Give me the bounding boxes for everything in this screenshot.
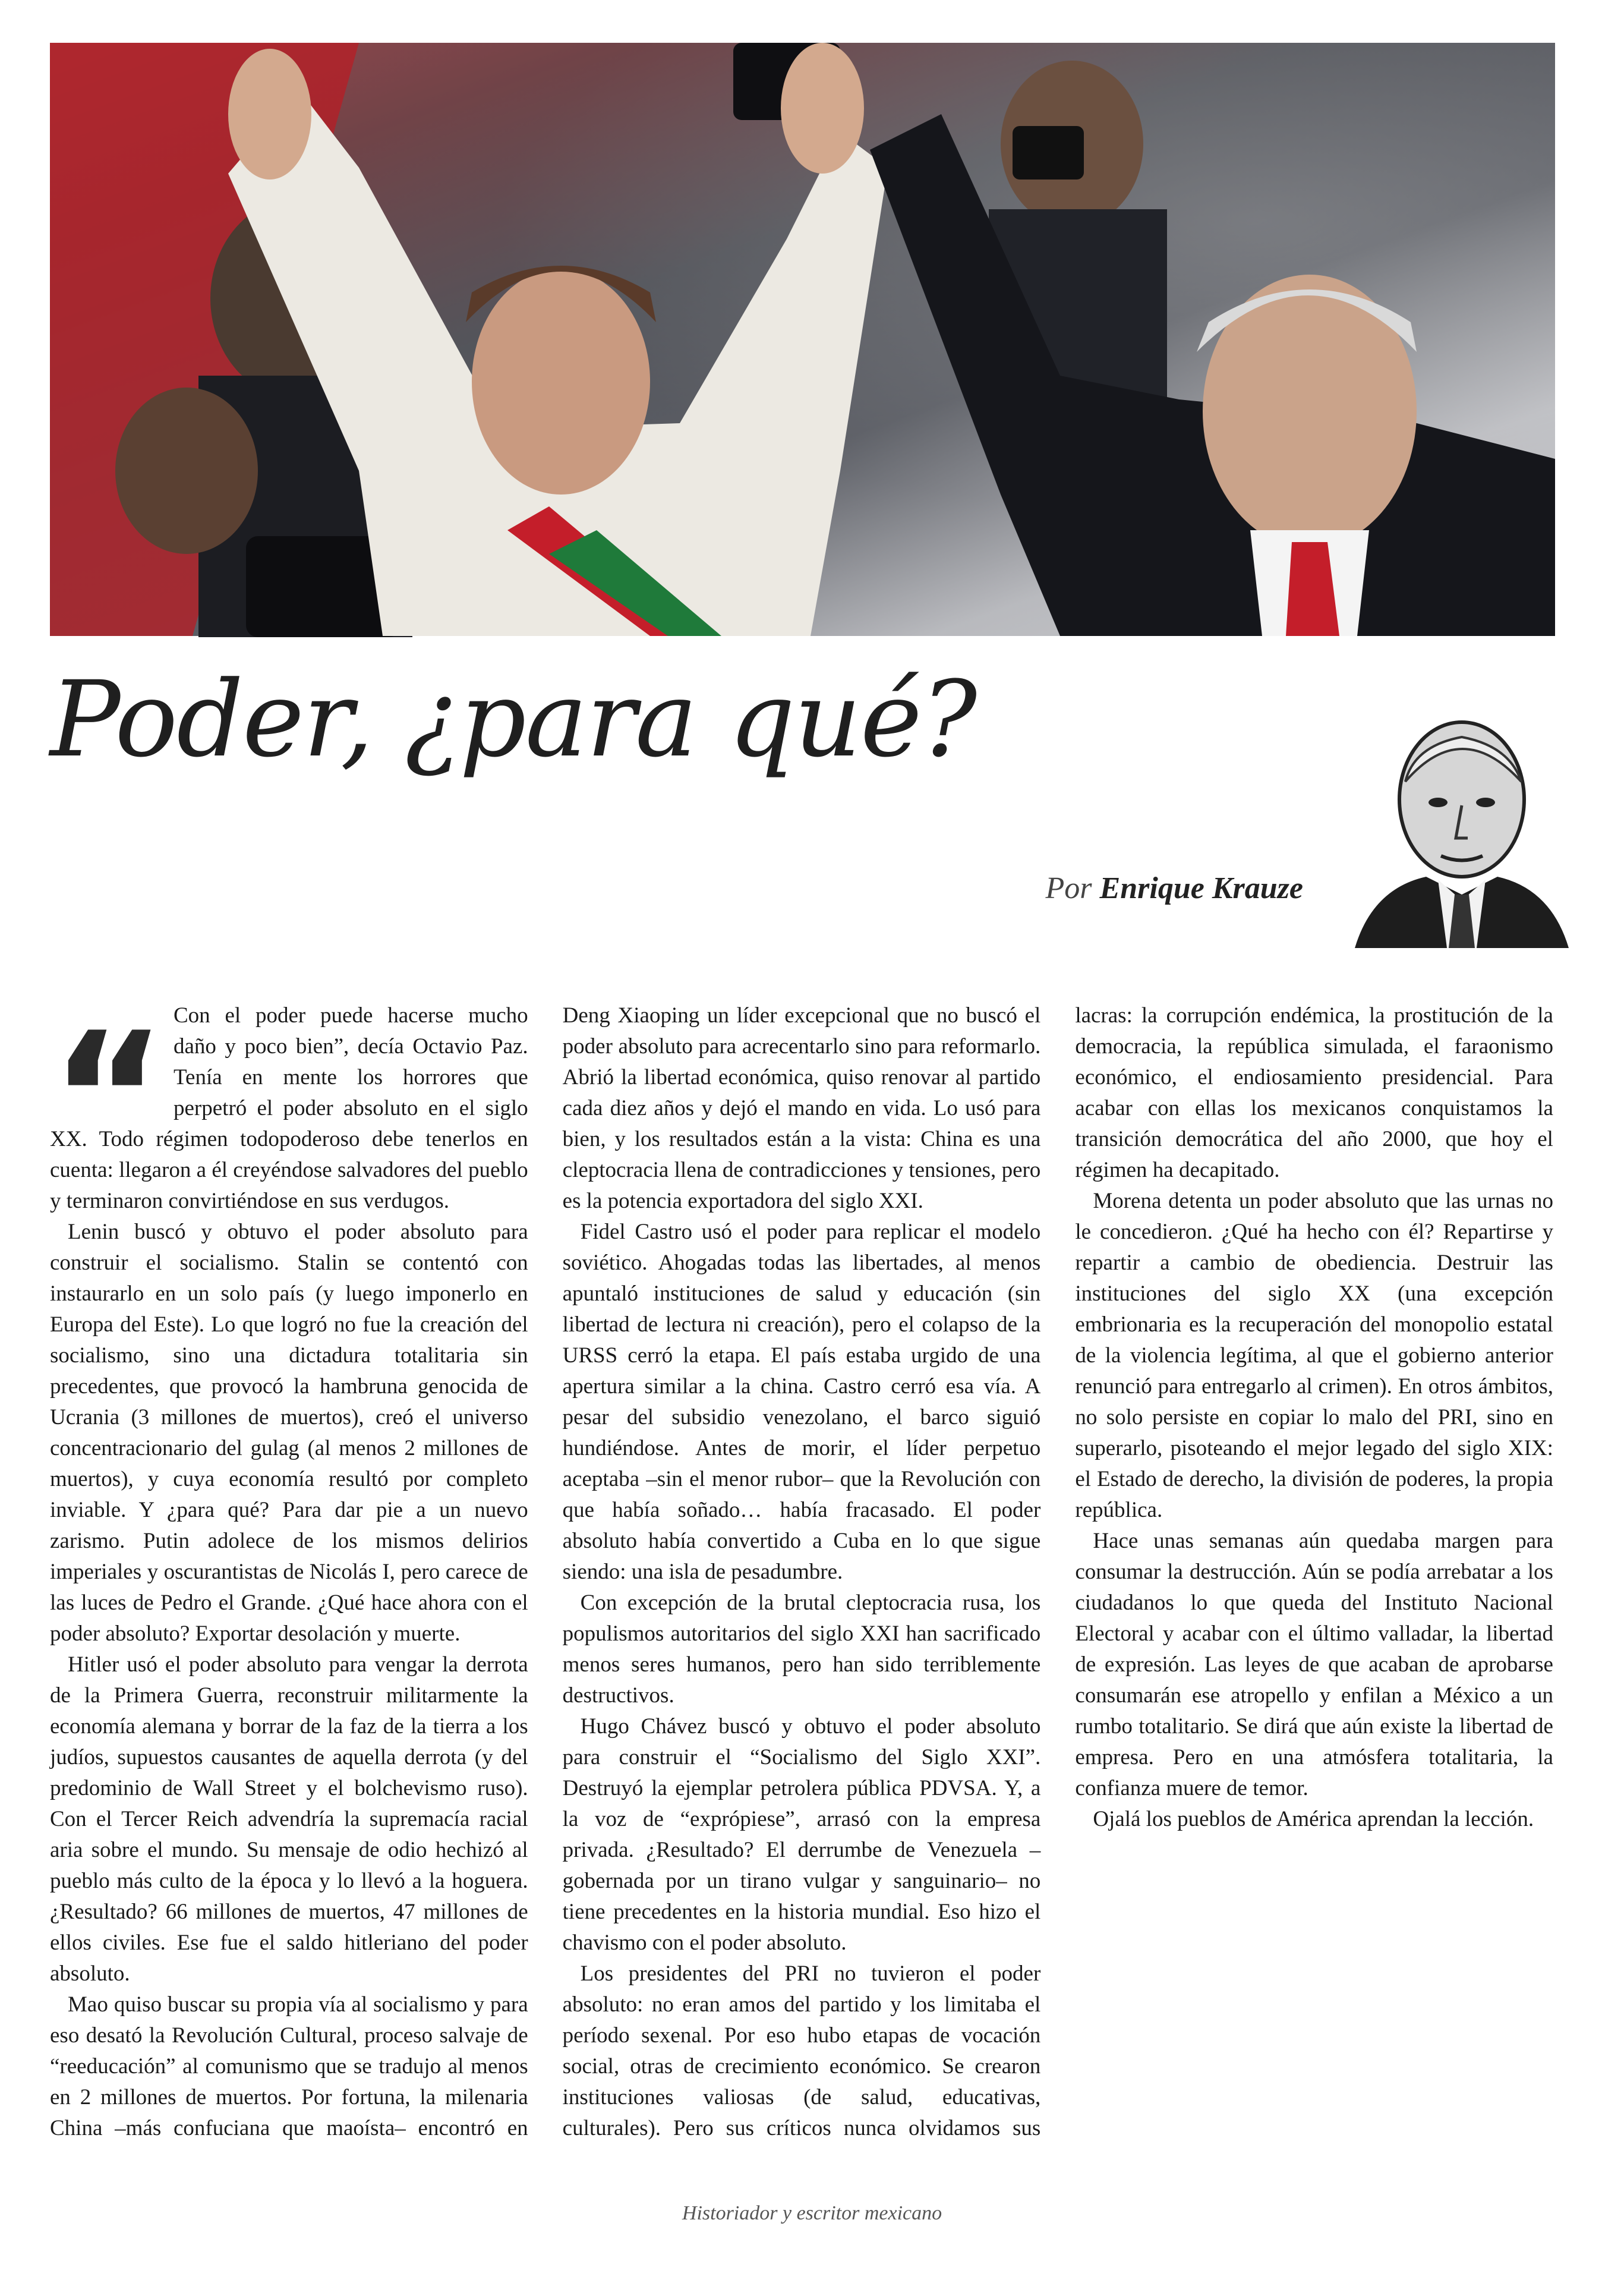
article-paragraph: Morena detenta un poder absoluto que las urnas no le concedieron. ¿Qué ha hecho con él? Repartirse y repartir a cambio de obediencia. Destruir las instituciones del siglo XX (una excepción embrionaria es la recuperación del monopolio estatal de la violencia legítima, al que el gobierno anterior renunció para entregarlo al crimen). En otros ámbitos, no solo persiste en copiar lo malo del PRI, sino en superarlo, pisoteando el mejor legado del siglo XIX: el Estado de derecho, la división de poderes, la propia república. — [1075, 1189, 1553, 1522]
article-paragraph: Hace unas semanas aún quedaba margen para consumar la destrucción. Aún se podía arrebatar a los ciudadanos lo que queda del Instituto Nacional Electoral y acabar con el último valladar, la libertad de expresión. Las leyes de que acaban de aprobarse consumarán ese atropello y enfilan a México a un rumbo totalitario. Se dirá que aún existe la libertad de empresa. Pero en una atmósfera totalitaria, la confianza muere de temor. — [1075, 1529, 1553, 1800]
article-paragraph: Los presidentes del PRI no tuvieron el poder absoluto: no eran amos del partido y los limitaba el período sexenal. Por eso hubo etapas de vocación social, otras de crecimiento económico. Se crearon instituciones valiosas (de salud, educativas, culturales). Pero sus críticos nunca olvidamos sus lacras: la corrupción endémica, la prostitución de la democracia, la república simulada, el faraonismo económico, el endiosamiento presidencial. Para acabar con ellas los mexicanos conquistamos la transición democrática del año 2000, que hoy el régimen ha decapitado. — [562, 1003, 1553, 2140]
author-portrait — [1349, 710, 1575, 948]
byline-prefix: Por — [1045, 871, 1092, 905]
article-body — [50, 994, 1553, 2171]
paragraph-text: Con el poder puede hacerse mucho daño y poco bien”, decía Octavio Paz. Tenía en mente los horrores que perpetró el poder absoluto en el siglo XX. Todo régimen todopoderoso debe tenerlos en cuenta: llegaron a él creyéndose salvadores del pueblo y terminaron convirtiéndose en sus verdugos. — [50, 1003, 528, 1213]
author-portrait-illustration — [1349, 710, 1575, 948]
header-photo — [50, 43, 1555, 636]
author-name: Enrique Krauze — [1099, 871, 1303, 905]
byline — [1046, 871, 1303, 906]
header-photo-scene — [50, 43, 1555, 636]
article-paragraph: Ojalá los pueblos de América aprendan la lección. — [1093, 1807, 1534, 1831]
article-paragraph: Fidel Castro usó el poder para replicar el modelo soviético. Ahogadas todas las libertades, al menos apuntaló instituciones de salud y educación (sin libertad de lectura ni creación), pero el colapso de la URSS cerró la etapa. El país estaba urgido de una apertura similar a la china. Castro cerró esa vía. A pesar del subsidio venezolano, el barco siguió hundiéndose. Antes de morir, el líder perpetuo aceptaba –sin el menor rubor– que la Revolución con que había soñado… había fracasado. El poder absoluto había convertido a Cuba en lo que sigue siendo: una isla de pesadumbre. — [562, 1220, 1041, 1584]
quote-mark-icon: “ — [50, 994, 168, 1202]
article-paragraph — [50, 994, 528, 1217]
article-paragraph: Mao quiso buscar su propia vía al socialismo y para eso desató la Revolución Cultural, proceso salvaje de “reeducación” al comunismo que se tradujo al menos en 2 millones de muertos. Por fortuna, la milenaria China –más confuciana que maoísta– encontró en Deng Xiaoping un líder excepcional que no buscó el poder absoluto para acrecentarlo sino para reformarlo. Abrió la libertad económica, quiso renovar al partido cada diez años y dejó el mando en vida. Lo usó para bien, y los resultados están a la vista: China es una cleptocracia llena de contradicciones y tensiones, pero es la potencia exportadora del siglo XXI. — [50, 1003, 1041, 2140]
author-description: Historiador y escritor mexicano — [682, 2202, 942, 2224]
article-paragraph: Hugo Chávez buscó y obtuvo el poder absoluto para construir el “Socialismo del Siglo XXI”. Destruyó la ejemplar petrolera pública PDVSA. Y, a la voz de “exprópiese”, arrasó con la empresa privada. ¿Resultado? El derrumbe de Venezuela –gobernada por un tirano vulgar y sanguinario– no tiene precedentes en la historia mundial. Eso hizo el chavismo con el poder absoluto. — [562, 1714, 1041, 1955]
article-paragraph: Hitler usó el poder absoluto para vengar la derrota de la Primera Guerra, reconstruir militarmente la economía alemana y borrar de la faz de la tierra a los judíos, supuestos causantes de aquella derrota (y del predominio de Wall Street y el bolchevismo ruso). Con el Tercer Reich advendría la supremacía racial aria sobre el mundo. Su mensaje de odio hechizó al pueblo más culto de la época y lo llevó a la hoguera. ¿Resultado? 66 millones de muertos, 47 millones de ellos civiles. Ese fue el saldo hitleriano del poder absoluto. — [50, 1652, 528, 1986]
article-title: Poder, ¿para qué? — [50, 659, 976, 780]
article-paragraph: Lenin buscó y obtuvo el poder absoluto para construir el socialismo. Stalin se contentó con instaurarlo en un solo país (y luego imponerlo en Europa del Este). Lo que logró no fue la creación del socialismo, sino una dictadura totalitaria sin precedentes, que provocó la hambruna genocida de Ucrania (3 millones de muertos), creó el universo concentracionario del gulag (al menos 2 millones de muertos), y cuya economía resultó por completo inviable. Y ¿para qué? Para dar pie a un nuevo zarismo. Putin adolece de los mismos delirios imperiales y oscurantistas de Nicolás I, pero carece de las luces de Pedro el Grande. ¿Qué hace ahora con el poder absoluto? Exportar desolación y muerte. — [50, 1220, 528, 1646]
article-paragraph: Con excepción de la brutal cleptocracia rusa, los populismos autoritarios del siglo XXI han sacrificado menos seres humanos, pero han sido terriblemente destructivos. — [562, 1591, 1041, 1708]
